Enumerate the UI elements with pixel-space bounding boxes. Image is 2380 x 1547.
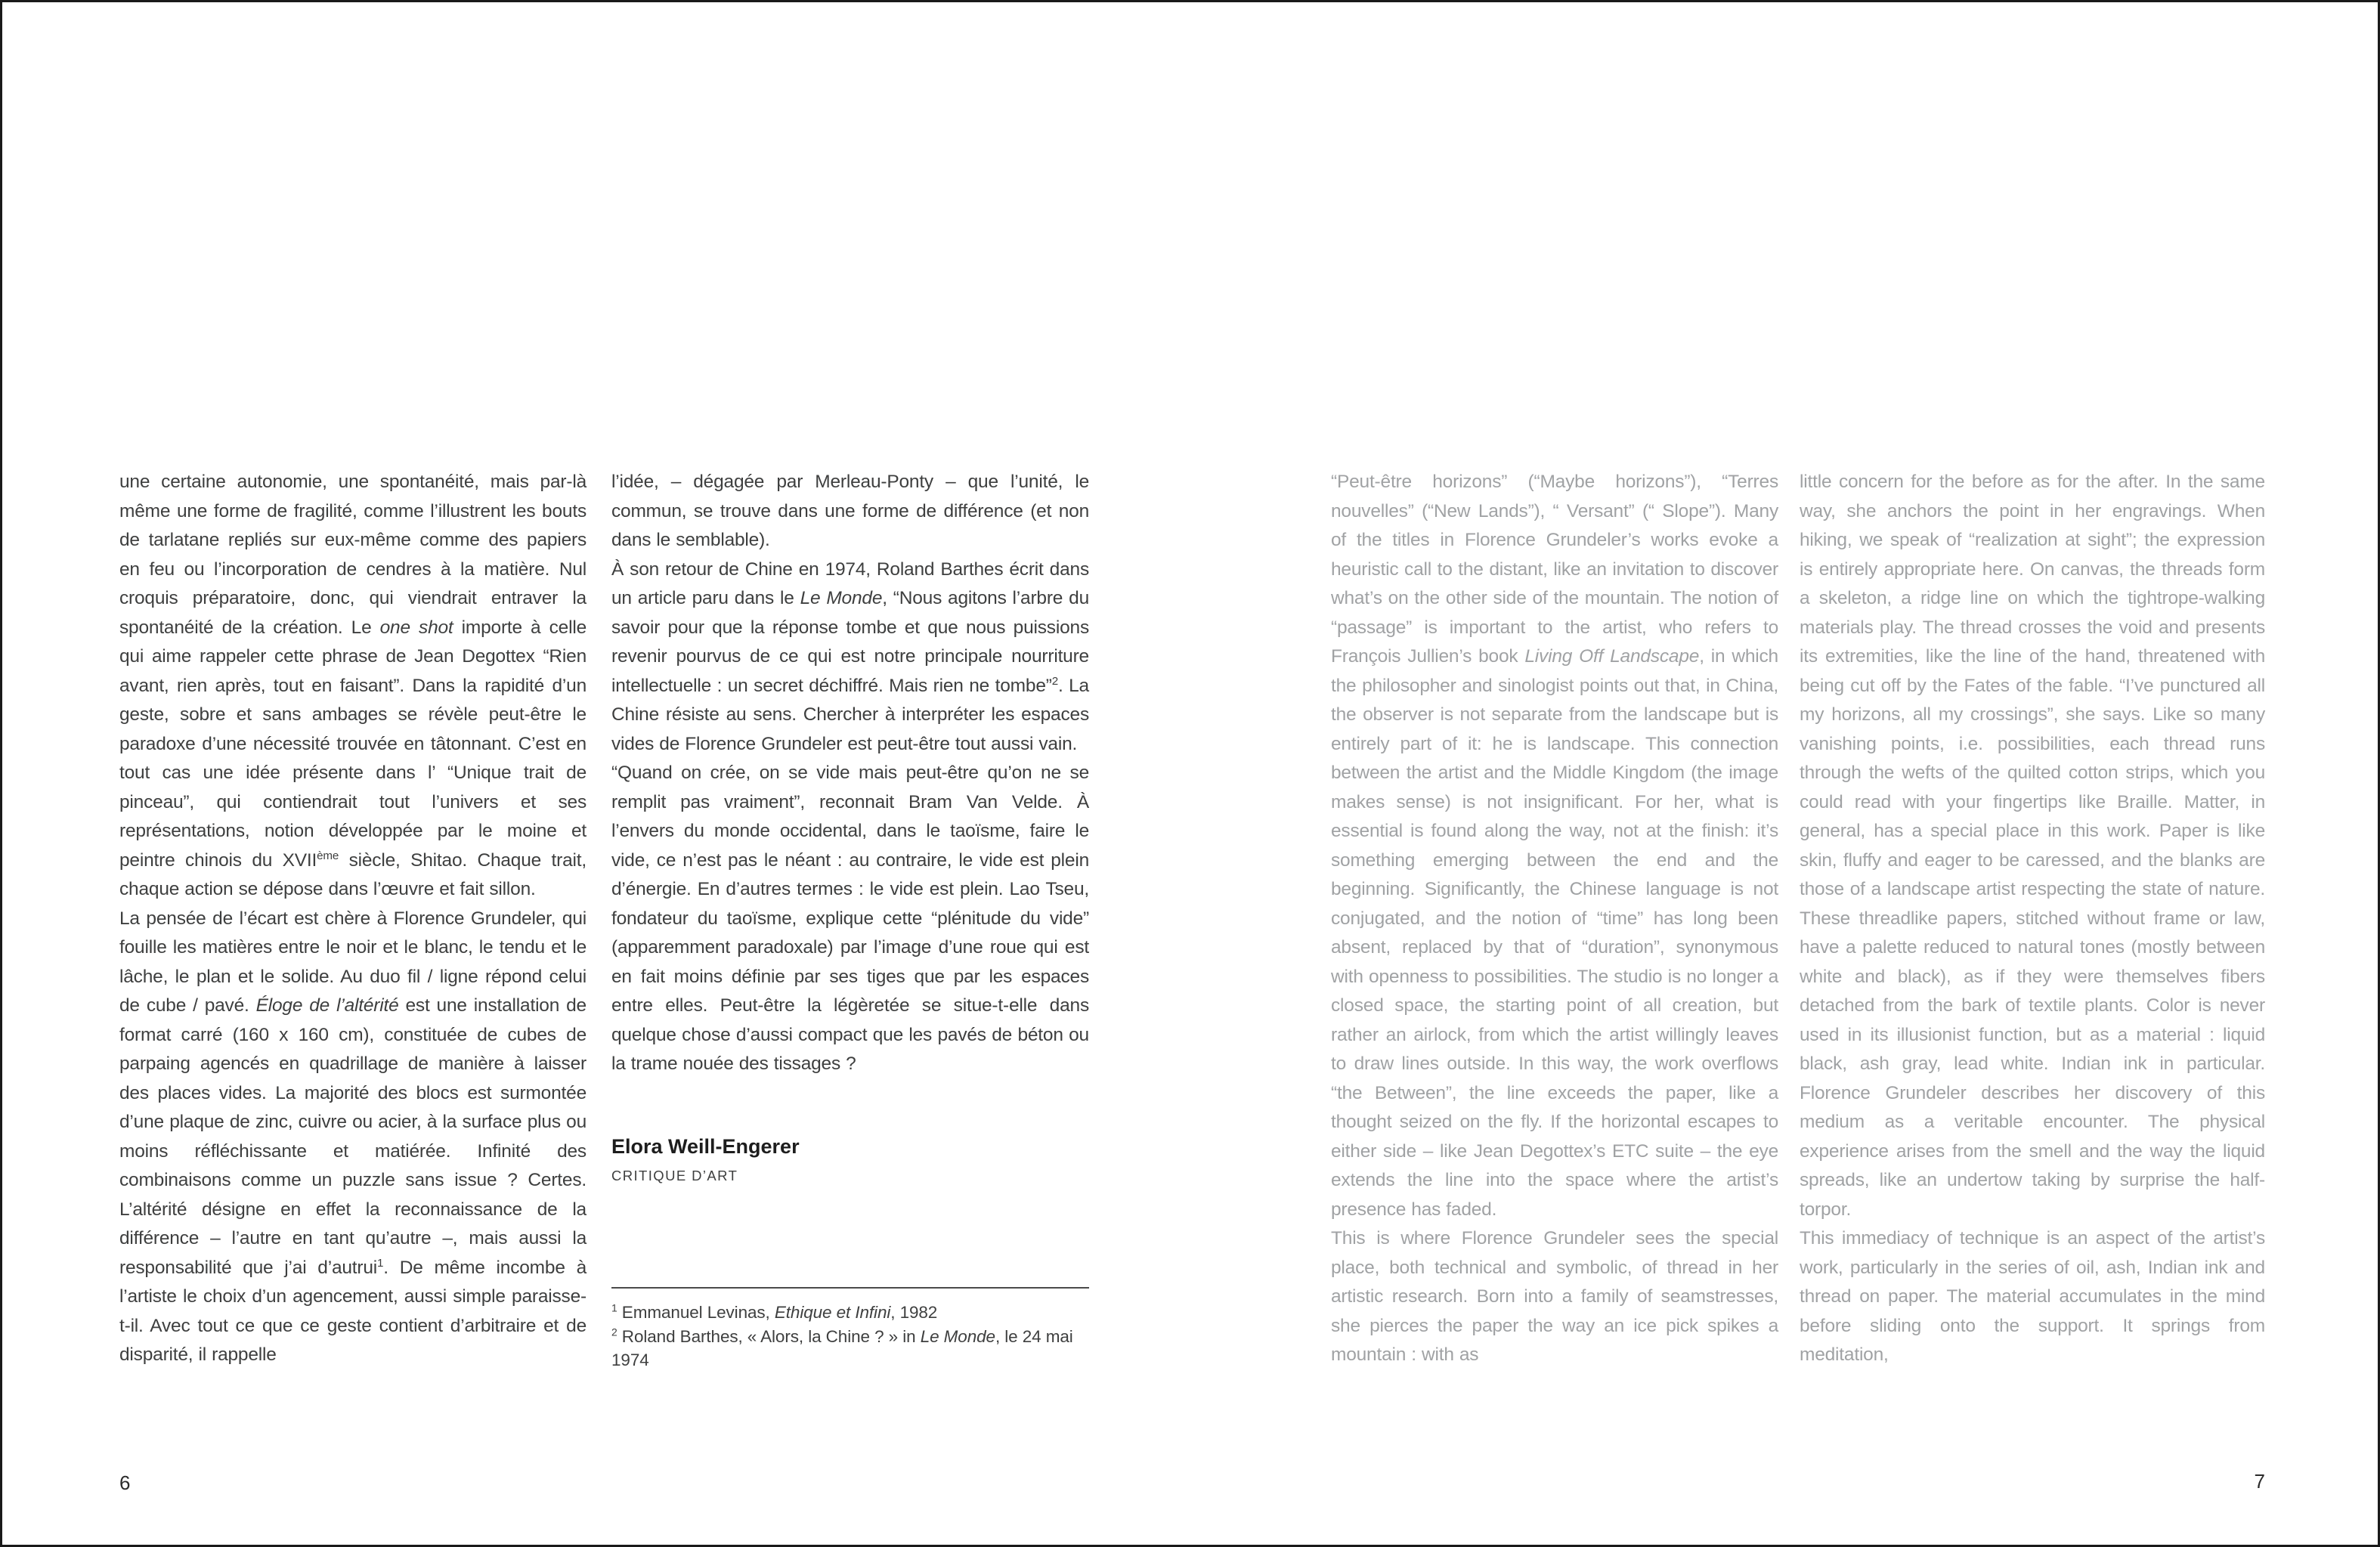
paragraph: une certaine autonomie, une spontanéité, mais par-là même une forme de fragilité, comme l’illustrent les bouts de tarlatane repliés sur eux-même comme des papiers en feu ou l’incorporation de cendres à la matière. Nul croquis préparatoire, donc, qui viendrait entraver la spontanéité de la création. Le one shot importe à celle qui aime rappeler cette phrase de Jean Degottex “Rien avant, rien après, tout en faisant”. Dans la rapidité d’un geste, sobre et sans ambages se révèle peut-être le paradoxe d’une nécessité trouvée en tâtonnant. C’est en tout cas une idée présente dans l’ “Unique trait de pinceau”, qui contiendrait tout l’univers et ses représentations, notion développée par le moine et peintre chinois du XVIIème siècle, Shitao. Chaque trait, chaque action se dépose dans l’œuvre et fait sillon. — [119, 472, 587, 899]
paragraph: À son retour de Chine en 1974, Roland Barthes écrit dans un article paru dans le Le Monde, “Nous agitons l’arbre du savoir pour que la réponse tombe et que nous puissions revenir pourvus de ce qui est notre principale nourriture intellectuelle : un secret déchiffré. Mais rien ne tombe”$^2$. La Chine résiste au sens. Chercher à interpréter les espaces vides de Florence Grundeler est peut-être tout aussi vain. — [611, 558, 1089, 754]
paragraph: “Peut-être horizons” (“Maybe horizons”), “Terres nouvelles” (“New Lands”), “ Versant” (“ Slope”). Many of the titles in Florence Grundeler’s works evoke a heuristic call to the distant, like an invitation to discover what’s on the other side of the mountain. The notion of “passage” is important to the artist, who refers to François Jullien’s book Living Off Landscape, in which the philosopher and sinologist points out that, in China, the observer is not separate from the landscape but is entirely part of it: he is landscape. This connection between the artist and the Middle Kingdom (the image makes sense) is not insignificant. For her, what is essential is found along the way, not at the finish: it’s something emerging between the end and the beginning. Significantly, the Chinese language is not conjugated, and the notion of “time” has long been absent, replaced by that of “duration”, synonymous with openness to possibilities. The studio is no longer a closed space, the starting point of all creation, but rather an airlock, from which the artist willingly leaves to draw lines outside. In this way, the work overflows “the Between”, the line exceeds the paper, like a thought seized on the fly. If the horizontal escapes to either side – like Jean Degottex’s ETC suite – the eye extends the line into the space where the artist’s presence has faded. — [1331, 472, 1778, 1220]
right-page-column-1 — [1331, 468, 1778, 1370]
paragraph: This is where Florence Grundeler sees the special place, both technical and symbolic, of thread in her artistic research. Born into a family of seamstresses, she pierces the paper the way an ice pick spikes a mountain : with as — [1331, 1228, 1778, 1365]
paragraph: This immediacy of technique is an aspect of the artist’s work, particularly in the series of oil, ash, Indian ink and thread on paper. The material accumulates in the mind before sliding onto the support. It springs from meditation, — [1800, 1228, 2265, 1365]
right-page-column-2 — [1800, 468, 2265, 1370]
paragraph: “Quand on crée, on se vide mais peut-être qu’on ne se remplit pas vraiment”, reconnait Bram Van Velde. À l’envers du monde occidental, dans le taoïsme, faire le vide, ce n’est pas le néant : au contraire, le vide est plein d’énergie. En d’autres termes : le vide est plein. Lao Tseu, fondateur du taoïsme, explique cette “plénitude du vide” (apparemment paradoxale) par l’image d’une roue qui est en fait moins définie par ses tiges que par les espaces entre elles. Peut-être la légèretée se situe-t-elle dans quelque chose d’aussi compact que les pavés de béton ou la trame nouée des tissages ? — [611, 763, 1089, 1074]
paragraph: La pensée de l’écart est chère à Florence Grundeler, qui fouille les matières entre le noir et le blanc, le tendu et le lâche, le plan et le solide. Au duo fil / ligne répond celui de cube / pavé. Éloge de l’altérité est une installation de format carré (160 x 160 cm), constituée de cubes de parpaing agencés en quadrillage de manière à laisser des places vides. La majorité des blocs est surmontée d’une plaque de zinc, cuivre ou acier, à la surface plus ou moins réfléchissante et matiérée. Infinité des combinaisons comme un puzzle sans issue ? Certes. L’altérité désigne en effet la reconnaissance de la différence – l’autre en tant qu’autre –, mais aussi la responsabilité que j’ai d’autrui$^1$. De même incombe à l’artiste le choix d’un agencement, aussi simple paraisse-t-il. Avec tout ce que ce geste contient d’arbitraire et de disparité, il rappelle — [119, 908, 586, 1365]
footnote-divider — [611, 1287, 1089, 1289]
author-title: CRITIQUE D’ART — [611, 1168, 738, 1184]
author-block — [611, 1134, 1089, 1185]
page-number-right: 7 — [2254, 1470, 2265, 1493]
left-page-column-1 — [119, 468, 586, 1370]
left-page-column-2 — [611, 468, 1089, 1079]
author-name: Elora Weill-Engerer — [611, 1135, 800, 1158]
paragraph: $^2$ Roland Barthes, « Alors, la Chine ? » in Le Monde, le 24 mai 1974 — [611, 1326, 1073, 1369]
paragraph: l’idée, – dégagée par Merleau-Ponty – que l’unité, le commun, se trouve dans une forme de différence (et non dans le semblable). — [611, 472, 1089, 550]
paragraph: $^1$ Emmanuel Levinas, Ethique et Infini, 1982 — [611, 1301, 938, 1322]
paragraph: little concern for the before as for the after. In the same way, she anchors the point in her engravings. When hiking, we speak of “realization at sight”; the expression is entirely appropriate here. On canvas, the threads form a skeleton, a ridge line on which the tightrope-walking materials play. The thread crosses the void and presents its extremities, like the line of the hand, threatened with being cut off by the Fates of the fable. “I’ve punctured all my horizons, all my crossings”, she says. Like so many vanishing points, i.e. possibilities, each thread runs through the wefts of the quilted cotton strips, which you could read with your fingertips like Braille. Matter, in general, has a special place in this work. Paper is like skin, fluffy and eager to be caressed, and the blanks are those of a landscape artist respecting the state of nature. These threadlike papers, stitched without frame or law, have a palette reduced to natural tones (mostly between white and black), as if they were themselves fibers detached from the bark of textile plants. Color is never used in its illusionist function, but as a material : liquid black, ash gray, lead white. Indian ink in particular. Florence Grundeler describes her discovery of this medium as a veritable encounter. The physical experience arises from the smell and the way the liquid spreads, like an undertow taking by surprise the half-torpor. — [1800, 472, 2265, 1220]
page-number-left: 6 — [119, 1471, 131, 1494]
footnote-list — [611, 1301, 1089, 1372]
footnotes — [611, 1287, 1089, 1372]
